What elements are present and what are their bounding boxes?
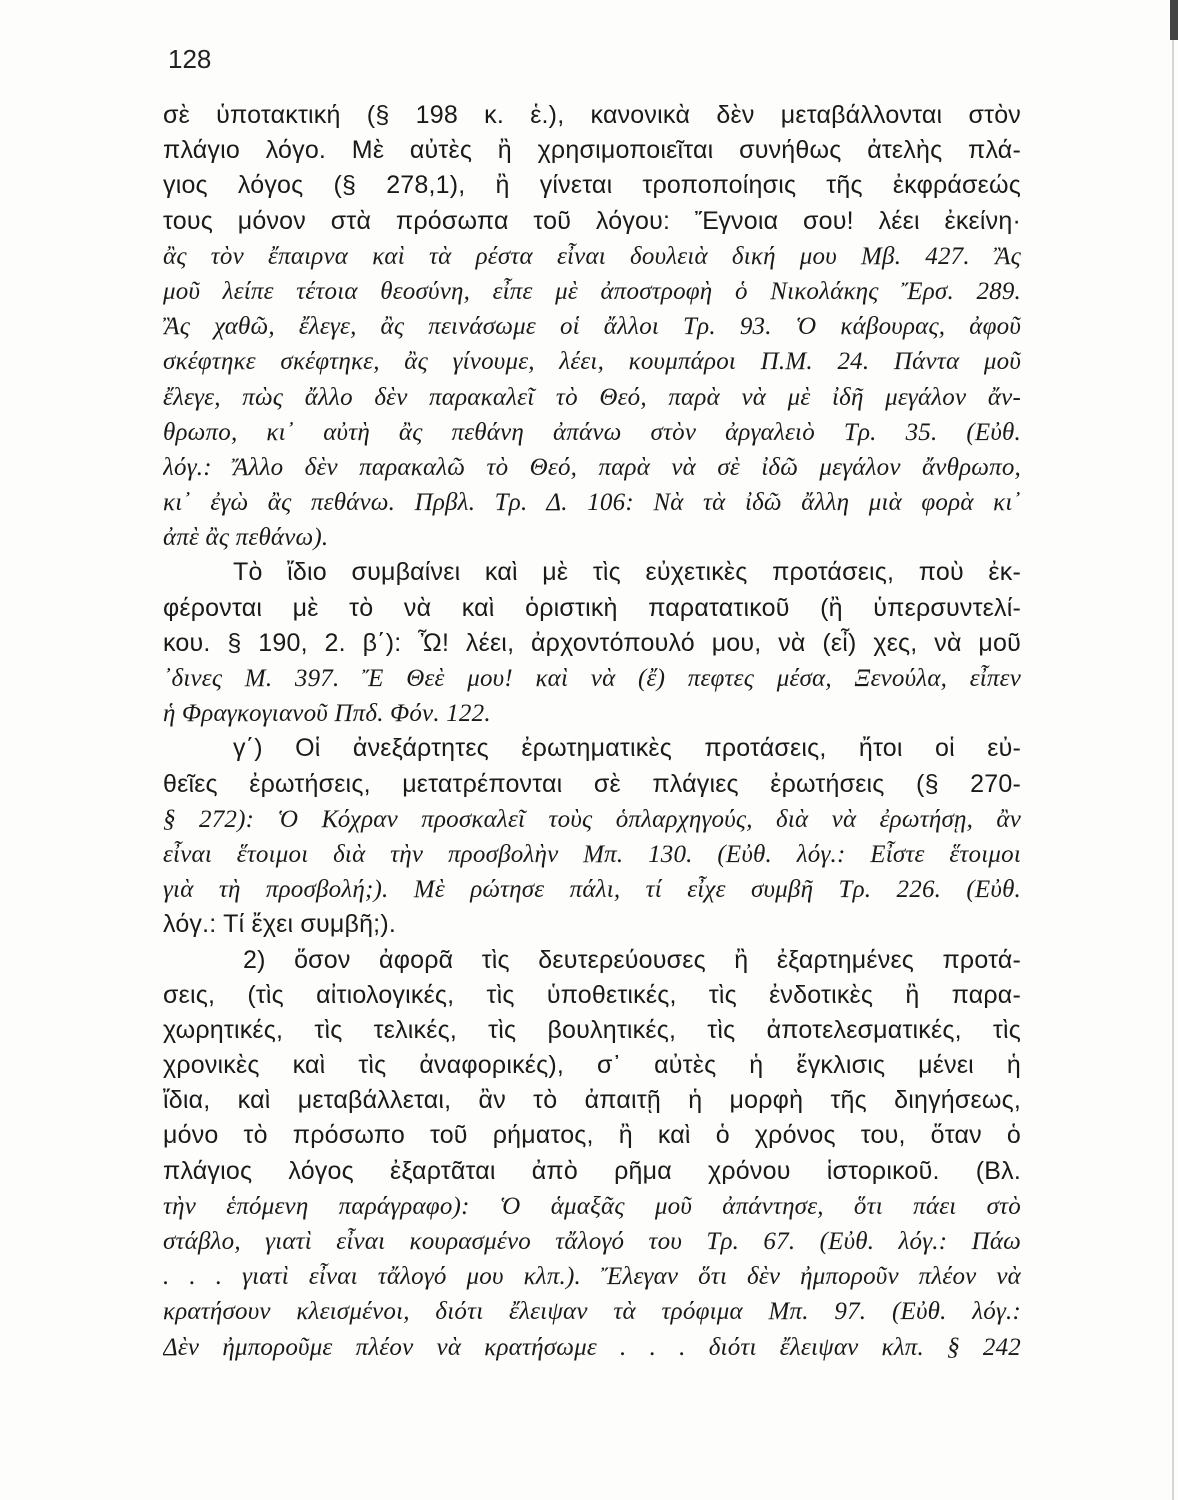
text-line: εἶναι ἕτοιμοι διὰ τὴν προσβολὴν Μπ. 130. (Εὐθ. λόγ.: Εἶστε ἕτοιμοι [163,840,1021,868]
text-line: πλάγιος λόγος ἐξαρτᾶται ἀπὸ ρῆμα χρόνου ἱστορικοῦ. (Βλ. [163,1156,1021,1185]
text-line: 2) ὅσον ἀφορᾶ τὶς δευτερεύουσες ἢ ἐξαρτημένες προτά- [243,945,1021,974]
text-line: τους μόνον στὰ πρόσωπα τοῦ λόγου: Ἔγνοια σου! λέει ἐκείνη· [163,206,1021,235]
text-line: θεῖες ἐρωτήσεις, μετατρέπονται σὲ πλάγιες ἐρωτήσεις (§ 270- [163,769,1021,798]
text-line: στάβλο, γιατὶ εἶναι κουρασμένο τἄλογό του Τρ. 67. (Εὐθ. λόγ.: Πάω [163,1228,1021,1255]
text-line: ᾿δινες Μ. 397. Ἔ Θεὲ μου! καὶ νὰ (ἔ) πεφτες μέσα, Ξενούλα, εἶπεν [163,665,1021,692]
page-number: 128 [168,44,212,74]
text-line: κου. § 190, 2. β΄): Ὦ! λέει, ἀρχοντόπουλό μου, νὰ (εἶ) χες, νὰ μοῦ [163,628,1021,657]
text-line: ἔλεγε, πὼς ἄλλο δὲν παρακαλεῖ τὸ Θεό, παρὰ νὰ μὲ ἰδῆ μεγάλον ἄν- [163,383,1021,411]
text-line: σὲ ὑποτακτική (§ 198 κ. ἑ.), κανονικὰ δὲν μεταβάλλονται στὸν [163,101,1021,129]
text-line: κρατήσουν κλεισμένοι, διότι ἔλειψαν τὰ τρόφιμα Μπ. 97. (Εὐθ. λόγ.: [163,1298,1021,1326]
text-line: χωρητικές, τὶς τελικές, τὶς βουλητικές, τὶς ἀποτελεσματικές, τὶς [163,1015,1021,1044]
text-line: γ΄) Οἱ ἀνεξάρτητες ἐρωτηματικὲς προτάσεις, ἤτοι οἱ εὐ- [233,734,1021,763]
text-line: σκέφτηκε σκέφτηκε, ἂς γίνουμε, λέει, κουμπάροι Π.Μ. 24. Πάντα μοῦ [163,348,1021,376]
text-line: φέρονται μὲ τὸ νὰ καὶ ὁριστικὴ παρατατικοῦ (ἢ ὑπερσυντελί- [163,593,1021,622]
text-line: χρονικὲς καὶ τὶς ἀναφορικές), σ᾿ αὐτὲς ἡ ἔγκλισις μένει ἡ [163,1051,1021,1080]
scan-edge-mark [1170,0,1178,40]
text-line: ἀπὲ ἂς πεθάνω). [163,524,329,552]
text-line: κι᾿ ἐγὼ ἂς πεθάνω. Πρβλ. Τρ. Δ. 106: Νὰ τὰ ἰδῶ ἄλλη μιὰ φορὰ κι᾿ [163,489,1021,517]
text-line: σεις, (τὶς αἰτιολογικές, τὶς ὑποθετικές, τὶς ἐνδοτικὲς ἢ παρα- [163,980,1021,1009]
text-line: ἂς τὸν ἔπαιρνα καὶ τὰ ρέστα εἶναι δουλειὰ δική μου Μβ. 427. Ἂς [163,242,1021,270]
page-edge [1172,0,1174,1500]
text-line: γιὰ τὴ προσβολή;). Μὲ ρώτησε πάλι, τί εἶχε συμβῆ Τρ. 226. (Εὐθ. [163,876,1021,904]
text-line: πλάγιο λόγο. Μὲ αὐτὲς ἢ χρησιμοποιεῖται συνήθως ἀτελὴς πλά- [163,136,1021,165]
text-line: θρωπο, κι᾿ αὐτὴ ἂς πεθάνη ἀπάνω στὸν ἀργαλειὸ Τρ. 35. (Εὐθ. [163,418,1021,446]
text-line: ἴδια, καὶ μεταβάλλεται, ἂν τὸ ἀπαιτῇ ἡ μορφὴ τῆς διηγήσεως, [163,1086,1021,1115]
text-line: τὴν ἑπόμενη παράγραφο): Ὁ ἁμαξᾶς μοῦ ἀπάντησε, ὅτι πάει στὸ [163,1192,1021,1220]
text-line: μοῦ λείπε τέτοια θεοσύνη, εἶπε μὲ ἀποστροφὴ ὁ Νικολάκης Ἔρσ. 289. [163,277,1021,305]
text-line: ἡ Φραγκογιανοῦ Ππδ. Φόν. 122. [163,700,491,728]
text-line: λόγ.: Ἄλλο δὲν παρακαλῶ τὸ Θεό, παρὰ νὰ σὲ ἰδῶ μεγάλον ἄνθρωπο, [163,453,1021,481]
text-line: γιος λόγος (§ 278,1), ἢ γίνεται τροποποίησις τῆς ἐκφράσεώς [163,171,1021,200]
text-line: § 272): Ὁ Κόχραν προσκαλεῖ τοὺς ὁπλαρχηγούς, διὰ νὰ ἐρωτήσῃ, ἂν [163,805,1021,833]
text-line: Ἂς χαθῶ, ἔλεγε, ἂς πεινάσωμε οἱ ἄλλοι Τρ. 93. Ὁ κάβουρας, ἀφοῦ [163,313,1021,341]
text-line: Τὸ ἴδιο συμβαίνει καὶ μὲ τὶς εὐχετικὲς προτάσεις, ποὺ ἐκ- [233,558,1021,587]
text-line: Δὲν ἠμποροῦμε πλέον νὰ κρατήσωμε . . . διότι ἔλειψαν κλπ. § 242 [163,1333,1021,1361]
text-line: λόγ.: Τί ἔχει συμβῆ;). [163,910,397,939]
text-line: μόνο τὸ πρόσωπο τοῦ ρήματος, ἢ καὶ ὁ χρόνος του, ὅταν ὁ [163,1121,1021,1150]
body-text [163,98,1021,1365]
text-line: . . . γιατὶ εἶναι τἄλογό μου κλπ.). Ἔλεγαν ὅτι δὲν ἠμποροῦν πλέον νὰ [163,1263,1021,1291]
